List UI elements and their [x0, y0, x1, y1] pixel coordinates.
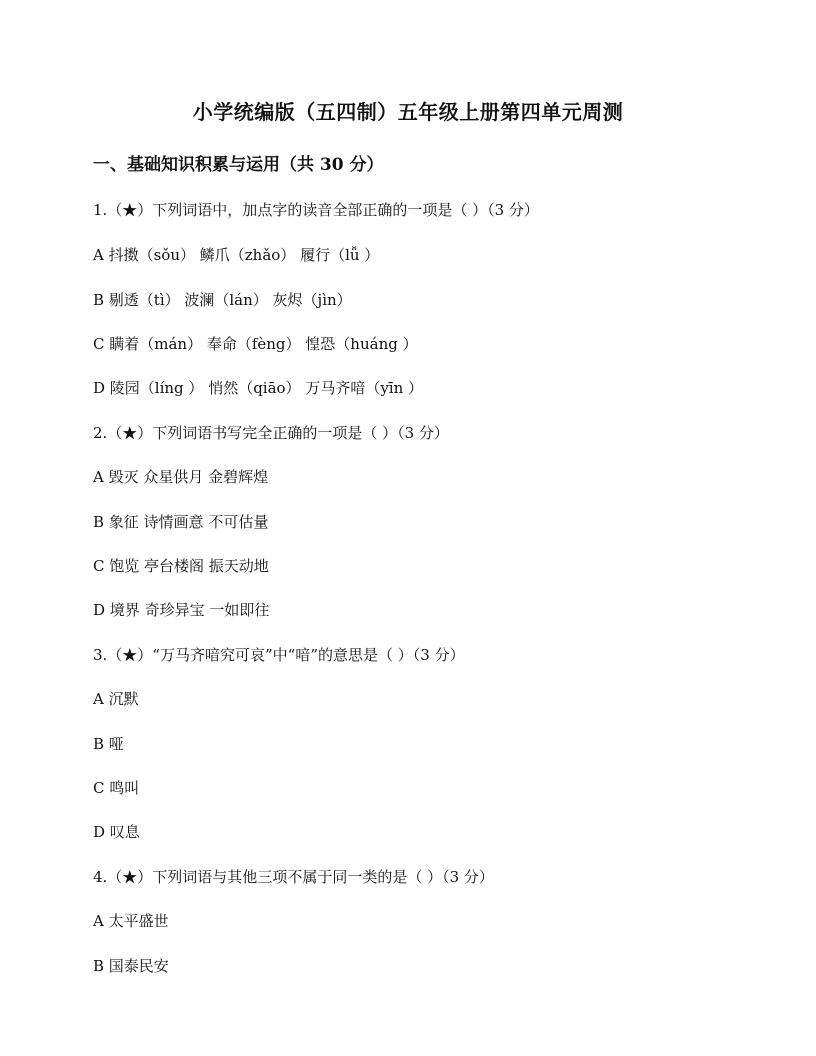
section-heading: 一、基础知识积累与运用（共 30 分）	[93, 155, 384, 175]
question-2-stem: 2.（★）下列词语书写完全正确的一项是（ ）（3 分）	[93, 424, 449, 442]
question-2-option-d: D 境界 奇珍异宝 一如即往	[93, 601, 270, 619]
question-3-option-b: B 哑	[93, 735, 124, 753]
question-1-option-c: C 瞒着（mán） 奉命（fèng） 惶恐（huáng ）	[93, 335, 418, 353]
question-3-option-c: C 鸣叫	[93, 779, 140, 797]
question-4-option-b: B 国泰民安	[93, 957, 169, 975]
question-2-option-a: A 毁灭 众星供月 金碧辉煌	[93, 468, 269, 486]
question-2-option-c: C 饱览 亭台楼阁 振天动地	[93, 557, 269, 575]
question-1-stem: 1.（★）下列词语中，加点字的读音全部正确的一项是（ ）（3 分）	[93, 201, 539, 219]
question-2-option-b: B 象征 诗情画意 不可估量	[93, 513, 269, 531]
question-3-option-a: A 沉默	[93, 690, 139, 708]
question-1-option-b: B 剔透（tì） 波澜（lán） 灰烬（jìn）	[93, 291, 352, 309]
question-4-stem: 4.（★）下列词语与其他三项不属于同一类的是（ ）（3 分）	[93, 868, 494, 886]
question-1-option-d: D 陵园（líng ） 悄然（qiāo） 万马齐喑（yīn ）	[93, 379, 424, 397]
question-1-option-a: A 抖擞（sǒu） 鳞爪（zhǎo） 履行（lǚ ）	[93, 246, 380, 264]
document-title: 小学统编版（五四制）五年级上册第四单元周测	[192, 100, 624, 124]
question-3-option-d: D 叹息	[93, 823, 140, 841]
question-4-option-a: A 太平盛世	[93, 912, 169, 930]
question-3-stem: 3.（★）“万马齐喑究可哀”中“喑”的意思是（ ）（3 分）	[93, 646, 465, 664]
